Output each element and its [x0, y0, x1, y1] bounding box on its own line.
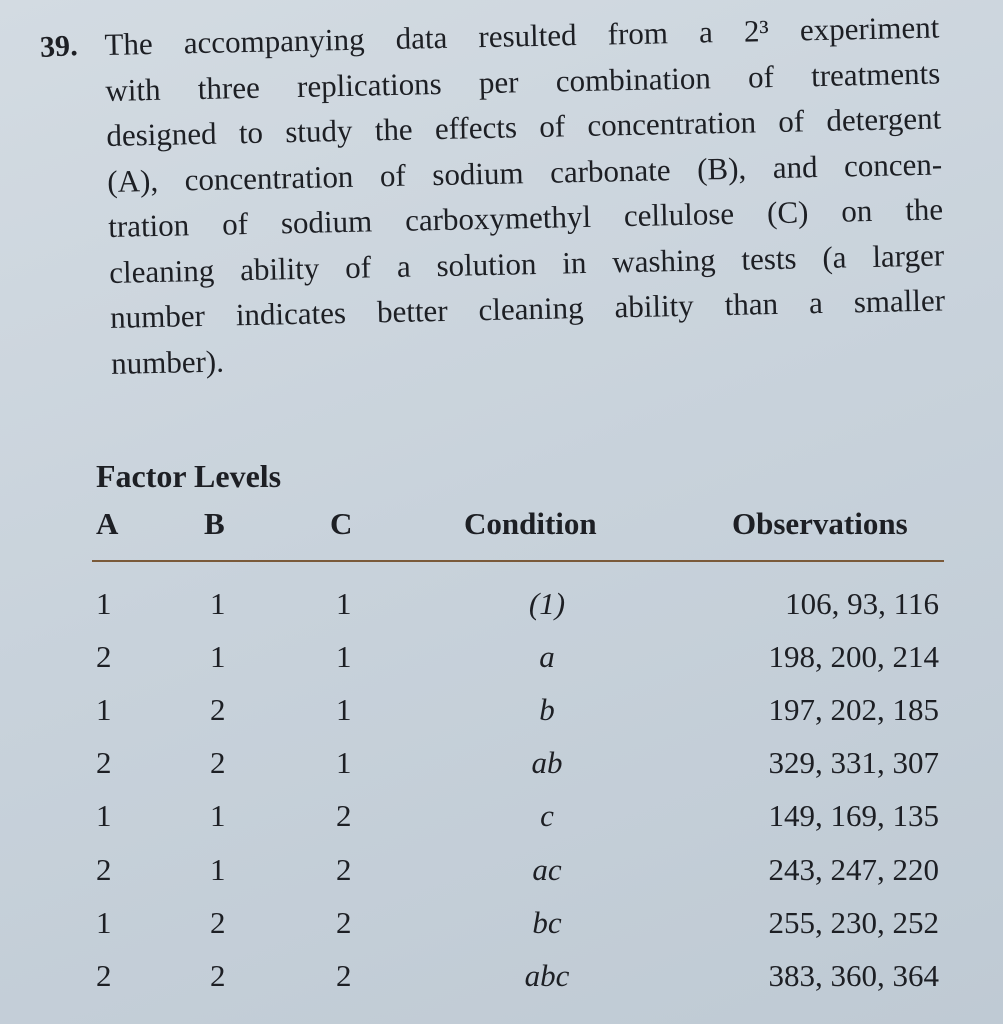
- cell-observations: 383, 360, 364: [768, 957, 939, 993]
- cell-b: 2: [210, 957, 226, 993]
- cell-c: 1: [336, 745, 352, 781]
- problem-line: with three replications per combination of treatments: [105, 55, 941, 108]
- problem-text: [104, 5, 946, 386]
- cell-a: 2: [96, 851, 112, 887]
- cell-b: 1: [210, 798, 226, 834]
- table-row: [92, 798, 947, 848]
- table-title: Factor Levels: [96, 458, 282, 494]
- cell-a: 1: [96, 692, 112, 728]
- problem-line: cleaning ability of a solution in washing tests (a larger: [108, 236, 945, 290]
- table-row: [92, 586, 947, 636]
- cell-b: 1: [210, 586, 226, 621]
- header-observations: Observations: [732, 506, 908, 541]
- cell-a: 2: [96, 957, 112, 993]
- table-row: [92, 905, 947, 955]
- cell-observations: 255, 230, 252: [768, 904, 939, 940]
- cell-condition: a: [539, 639, 555, 675]
- problem-line: The accompanying data resulted from a 2³ experiment: [104, 9, 940, 62]
- cell-c: 2: [336, 798, 352, 834]
- cell-b: 2: [210, 692, 226, 728]
- cell-c: 2: [336, 957, 352, 993]
- cell-a: 2: [96, 639, 112, 675]
- cell-b: 1: [210, 851, 226, 887]
- cell-observations: 329, 331, 307: [768, 745, 939, 781]
- cell-c: 1: [336, 639, 352, 675]
- problem-number: 39.: [39, 29, 79, 64]
- problem-line: number indicates better cleaning ability than a smaller: [109, 282, 946, 335]
- cell-b: 2: [210, 745, 226, 781]
- table-row: [92, 745, 947, 795]
- problem-line: designed to study the effects of concentration of detergent: [106, 100, 942, 153]
- problem-line: number).: [110, 343, 225, 381]
- cell-a: 1: [96, 904, 112, 940]
- cell-c: 2: [336, 851, 352, 887]
- cell-condition: bc: [532, 904, 562, 940]
- cell-condition: (1): [528, 586, 566, 621]
- cell-observations: 149, 169, 135: [768, 798, 939, 834]
- table-row: [92, 958, 947, 1008]
- cell-condition: b: [539, 692, 555, 728]
- header-c: C: [330, 506, 353, 541]
- cell-condition: ac: [532, 851, 562, 887]
- header-rule: [92, 560, 944, 562]
- table-row: [92, 692, 947, 742]
- problem-line: (A), concentration of sodium carbonate (B), and concen-: [106, 145, 943, 199]
- cell-condition: ab: [531, 745, 563, 781]
- cell-a: 2: [96, 745, 112, 781]
- cell-observations: 197, 202, 185: [768, 692, 939, 728]
- problem-line: tration of sodium carboxymethyl cellulose (C) on the: [107, 191, 944, 244]
- cell-b: 2: [210, 904, 226, 940]
- header-a: A: [96, 506, 119, 541]
- table-row: [92, 852, 947, 902]
- cell-observations: 243, 247, 220: [768, 851, 939, 887]
- cell-observations: 198, 200, 214: [768, 639, 939, 675]
- cell-condition: abc: [524, 957, 570, 993]
- header-b: B: [204, 506, 225, 541]
- cell-a: 1: [96, 586, 112, 621]
- header-condition: Condition: [464, 506, 597, 541]
- cell-observations: 106, 93, 116: [785, 586, 939, 621]
- cell-b: 1: [210, 639, 226, 675]
- cell-c: 2: [336, 904, 352, 940]
- cell-a: 1: [96, 798, 112, 834]
- table-row: [92, 639, 947, 689]
- cell-condition: c: [540, 798, 554, 834]
- cell-c: 1: [336, 692, 352, 728]
- cell-c: 1: [336, 586, 352, 621]
